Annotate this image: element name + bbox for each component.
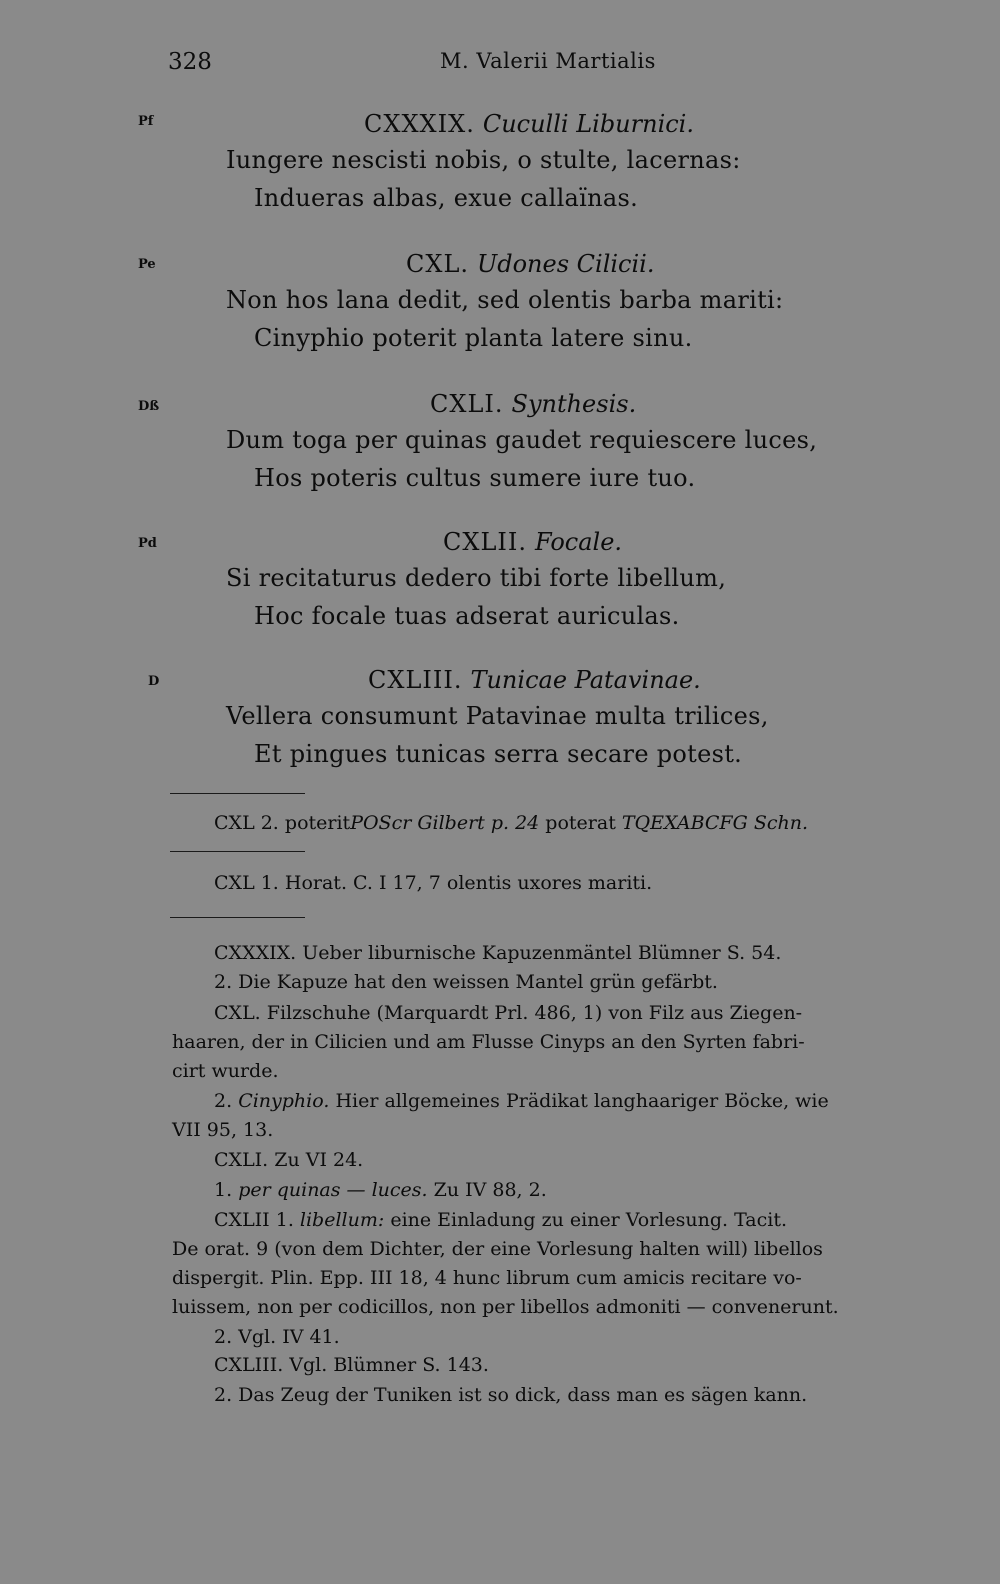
note-lemma: libellum: — [299, 1209, 385, 1231]
commentary-note — [214, 1090, 829, 1112]
manuscript-siglum: Dß — [138, 399, 160, 414]
commentary-note: luissem, non per codicillos, non per libellos admoniti — convenerunt. — [172, 1296, 839, 1318]
poem-heading — [406, 250, 654, 278]
verse-line: Non hos lana dedit, sed olentis barba mariti: — [226, 286, 784, 314]
verse-line: Hoc focale tuas adserat auriculas. — [254, 602, 680, 630]
verse-line: Cinyphio poterit planta latere sinu. — [254, 324, 693, 352]
note-ref: 2. — [214, 1090, 233, 1112]
separator-rule — [170, 917, 305, 918]
manuscript-siglum: D — [148, 674, 160, 689]
manuscript-siglum: Pf — [138, 114, 154, 129]
separator-rule — [170, 851, 305, 852]
commentary-note: 2. Die Kapuze hat den weissen Mantel grün gefärbt. — [214, 971, 718, 993]
poem-title: Focale. — [534, 528, 623, 556]
apparatus-witnesses: TQEXABCFG Schn. — [621, 812, 808, 834]
manuscript-siglum: Pd — [138, 536, 157, 551]
commentary-note: CXLI. Zu VI 24. — [214, 1149, 364, 1171]
poem-title: Tunicae Patavinae. — [470, 666, 701, 694]
commentary-note: CXXXIX. Ueber liburnische Kapuzenmäntel Blümner S. 54. — [214, 942, 782, 964]
page-number: 328 — [168, 49, 212, 75]
commentary-note — [214, 1209, 787, 1231]
verse-line: Iungere nescisti nobis, o stulte, lacernas: — [226, 146, 741, 174]
running-title: M. Valerii Martialis — [440, 49, 656, 73]
poem-number: CXXXIX. — [364, 110, 475, 138]
commentary-note: cirt wurde. — [172, 1060, 279, 1082]
commentary-note: dispergit. Plin. Epp. III 18, 4 hunc librum cum amicis recitare vo- — [172, 1267, 802, 1289]
poem-heading — [443, 528, 622, 556]
critical-apparatus — [214, 812, 808, 834]
commentary-note: VII 95, 13. — [172, 1119, 274, 1141]
commentary-note: De orat. 9 (von dem Dichter, der eine Vorlesung halten will) libellos — [172, 1238, 823, 1260]
commentary-note — [214, 1179, 547, 1201]
note-ref: 1. — [214, 1179, 233, 1201]
commentary-note: 2. Vgl. IV 41. — [214, 1326, 340, 1348]
poem-number: CXLII. — [443, 528, 527, 556]
note-text: eine Einladung zu einer Vorlesung. Tacit. — [390, 1209, 788, 1231]
poem-title: Cuculli Liburnici. — [482, 110, 694, 138]
commentary-note: CXLIII. Vgl. Blümner S. 143. — [214, 1354, 489, 1376]
parallel-passage: CXL 1. Horat. C. I 17, 7 olentis uxores mariti. — [214, 872, 653, 894]
poem-heading — [368, 666, 701, 694]
apparatus-reading: poterat — [545, 812, 616, 834]
verse-line: Indueras albas, exue callaïnas. — [254, 184, 639, 212]
commentary-note: haaren, der in Cilicien und am Flusse Cinyps an den Syrten fabri- — [172, 1031, 805, 1053]
commentary-note: CXL. Filzschuhe (Marquardt Prl. 486, 1) von Filz aus Ziegen- — [214, 1002, 803, 1024]
poem-number: CXLI. — [430, 390, 504, 418]
note-text: Zu IV 88, 2. — [433, 1179, 547, 1201]
poem-title: Udones Cilicii. — [477, 250, 655, 278]
poem-heading — [430, 390, 636, 418]
verse-line: Dum toga per quinas gaudet requiescere luces, — [226, 426, 818, 454]
manuscript-siglum: Pe — [138, 257, 156, 272]
apparatus-reading: poterit — [284, 812, 351, 834]
verse-line: Si recitaturus dedero tibi forte libellum, — [226, 564, 727, 592]
poem-number: CXLIII. — [368, 666, 463, 694]
poem-title: Synthesis. — [511, 390, 637, 418]
apparatus-ref: CXL 2. — [214, 812, 279, 834]
note-text: Hier allgemeines Prädikat langhaariger Böcke, wie — [335, 1090, 829, 1112]
note-lemma: per quinas — luces. — [238, 1179, 428, 1201]
note-lemma: Cinyphio. — [238, 1090, 330, 1112]
note-ref: CXLII 1. — [214, 1209, 294, 1231]
commentary-note: 2. Das Zeug der Tuniken ist so dick, dass man es sägen kann. — [214, 1384, 808, 1406]
poem-heading — [364, 110, 694, 138]
separator-rule — [170, 793, 305, 794]
apparatus-witnesses: POScr Gilbert p. 24 — [350, 812, 540, 834]
verse-line: Et pingues tunicas serra secare potest. — [254, 740, 743, 768]
verse-line: Vellera consumunt Patavinae multa trilices, — [226, 702, 769, 730]
poem-number: CXL. — [406, 250, 470, 278]
verse-line: Hos poteris cultus sumere iure tuo. — [254, 464, 696, 492]
